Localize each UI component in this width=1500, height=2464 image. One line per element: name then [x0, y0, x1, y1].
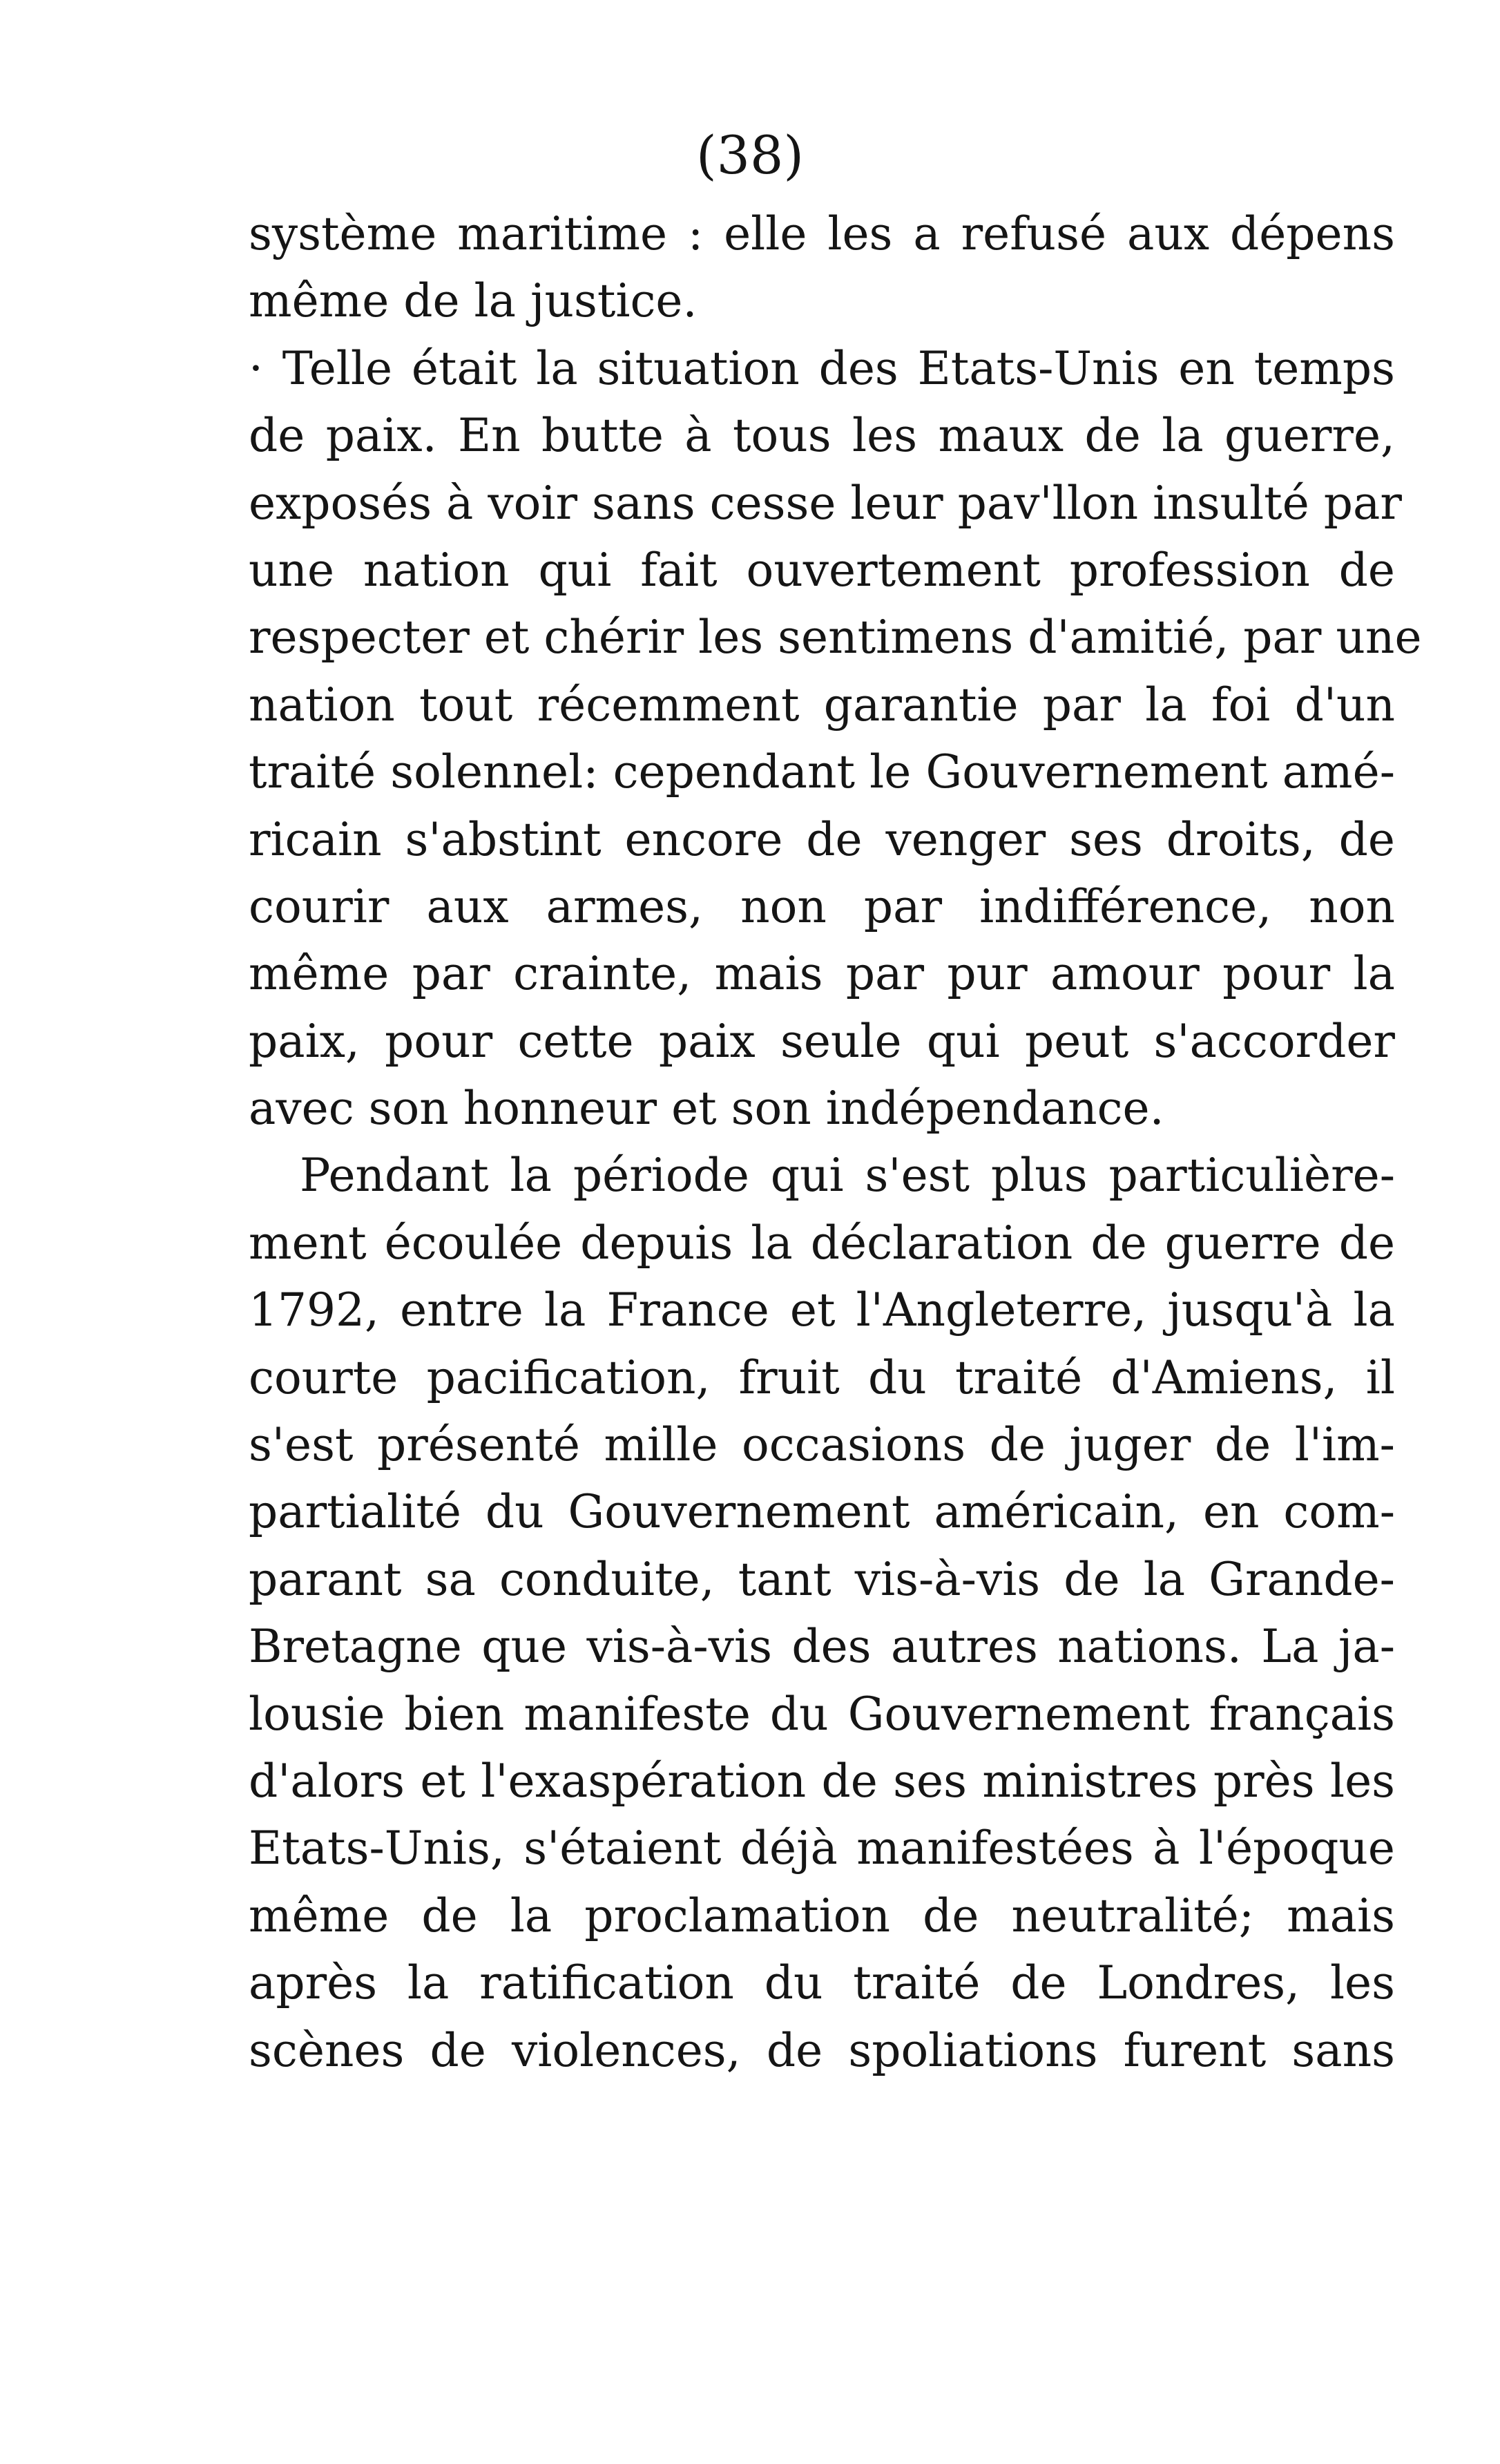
text-line: traité solennel: cependant le Gouvernement amé- — [249, 745, 1395, 799]
text-line: ricain s'abstint encore de venger ses droits, de — [249, 812, 1395, 866]
text-line: même de la justice. — [249, 274, 698, 328]
text-line: scènes de violences, de spoliations furent sans — [249, 2023, 1395, 2077]
text-line: parant sa conduite, tant vis-à-vis de la Grande- — [249, 1552, 1395, 1606]
text-line: de paix. En butte à tous les maux de la guerre, — [249, 409, 1395, 463]
text-line: Bretagne que vis-à-vis des autres nations. La ja- — [249, 1620, 1395, 1674]
text-line: · Telle était la situation des Etats-Unis en temps — [249, 341, 1395, 395]
text-line: une nation qui fait ouvertement profession de — [249, 543, 1395, 597]
text-line: lousie bien manifeste du Gouvernement français — [249, 1687, 1395, 1741]
text-line: avec son honneur et son indépendance. — [249, 1082, 1164, 1136]
text-line: exposés à voir sans cesse leur pav'llon insulté par — [249, 476, 1402, 530]
page-number: (38) — [695, 124, 804, 186]
text-line: d'alors et l'exaspération de ses ministres près les — [249, 1754, 1395, 1808]
body-text — [249, 200, 1422, 2084]
text-line: Pendant la période qui s'est plus particulière- — [300, 1149, 1395, 1203]
text-line: même de la proclamation de neutralité; mais — [249, 1889, 1395, 1942]
text-line: nation tout récemment garantie par la foi d'un — [249, 678, 1395, 732]
text-line: 1792, entre la France et l'Angleterre, jusqu'à la — [249, 1283, 1395, 1337]
text-line: après la ratification du traité de Londres, les — [249, 1956, 1395, 2010]
text-line: respecter et chérir les sentimens d'amitié, par une — [249, 611, 1422, 665]
text-line: courir aux armes, non par indifférence, non — [249, 879, 1395, 933]
text-line: Etats-Unis, s'étaient déjà manifestées à l'époque — [249, 1822, 1395, 1875]
text-line: courte pacification, fruit du traité d'Amiens, il — [249, 1350, 1395, 1404]
text-line: système maritime : elle les a refusé aux dépens — [249, 207, 1395, 260]
text-line: partialité du Gouvernement américain, en com- — [249, 1485, 1395, 1539]
text-line: ment écoulée depuis la déclaration de guerre de — [249, 1216, 1395, 1270]
text-line: s'est présenté mille occasions de juger de l'im- — [249, 1418, 1395, 1472]
text-line: même par crainte, mais par pur amour pour la — [249, 947, 1395, 1001]
text-line: paix, pour cette paix seule qui peut s'accorder — [249, 1014, 1395, 1068]
